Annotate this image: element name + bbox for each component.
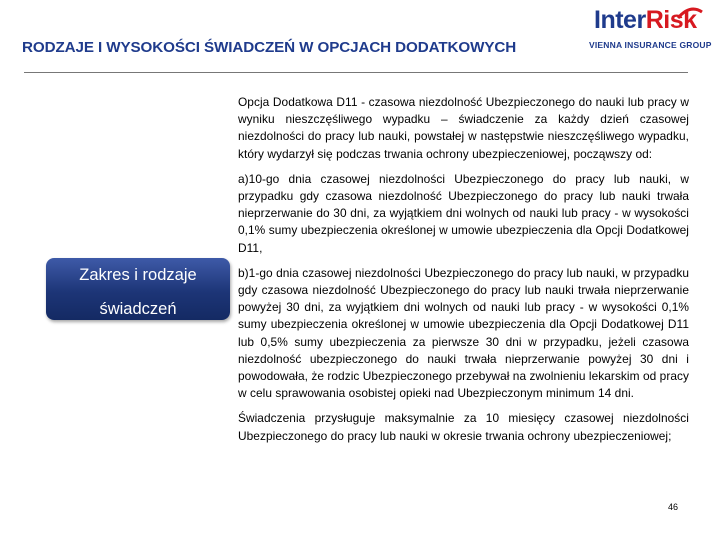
section-label-line2: świadczeń (99, 300, 177, 318)
logo-subtitle: VIENNA INSURANCE GROUP (589, 40, 712, 50)
logo-wordmark (594, 6, 697, 35)
paragraph-point-a: a)10-go dnia czasowej niezdolności Ubezpieczonego do pracy lub nauki, w przypadku gdy czasowa niezdolność Ubezpieczonego do pracy lub nauki trwała nieprzerwanie do 30 dni, za wyjątkiem dni wolnych od nauki lub pracy - w wysokości 0,1% sumy ubezpieczenia określonej w umowie ubezpieczenia dla Opcji Dodatkowej D11, (238, 171, 689, 255)
header-divider (24, 72, 688, 73)
page-title: RODZAJE I WYSOKOŚCI ŚWIADCZEŃ W OPCJACH DODATKOWYCH (22, 39, 517, 56)
paragraph-point-b: b)1-go dnia czasowej niezdolności Ubezpieczonego do pracy lub nauki, w przypadku gdy czasowa niezdolność Ubezpieczonego do pracy lub nauki trwała nieprzerwanie powyżej 30 dni, za wyjątkiem dni wolnych od nauki lub pracy - w wysokości 0,1% sumy ubezpieczenia określonej w umowie ubezpieczenia dla Opcji Dodatkowej D11 lub 0,5% sumy ubezpieczenia za pierwsze 30 dni w przypadku, jeżeli czasowa niezdolność ubezpieczonego do nauki trwała nieprzerwanie powyżej 30 dni i powodowała, że rodzic Ubezpieczonego przebywał na zwolnieniu lekarskim od pracy w celu sprawowania osobistej opieki nad Ubezpieczonym minimum 14 dni. (238, 265, 689, 401)
paragraph-limit: Świadczenia przysługuje maksymalnie za 10 miesięcy czasowej niezdolności Ubezpieczonego do pracy lub nauki w okresie trwania ochrony ubezpieczeniowej; (238, 411, 689, 443)
logo-name-risk: Risk (645, 6, 697, 34)
interrisk-logo (588, 4, 720, 56)
page-number: 46 (668, 502, 679, 512)
section-label-box (46, 258, 230, 320)
paragraph-intro: Opcja Dodatkowa D11 - czasowa niezdolność Ubezpieczonego do nauki lub pracy w wyniku nieszczęśliwego wypadku – świadczenie za każdy dzień czasowej niezdolności do pracy lub nauki, powstałej w następstwie nieszczęśliwego wypadku, który wydarzył się podczas trwania ochrony ubezpieczeniowej, począwszy od: (238, 95, 689, 161)
section-label-line1: Zakres i rodzaje (79, 266, 197, 284)
content-body (238, 94, 689, 445)
logo-name-inter: Inter (594, 6, 646, 34)
